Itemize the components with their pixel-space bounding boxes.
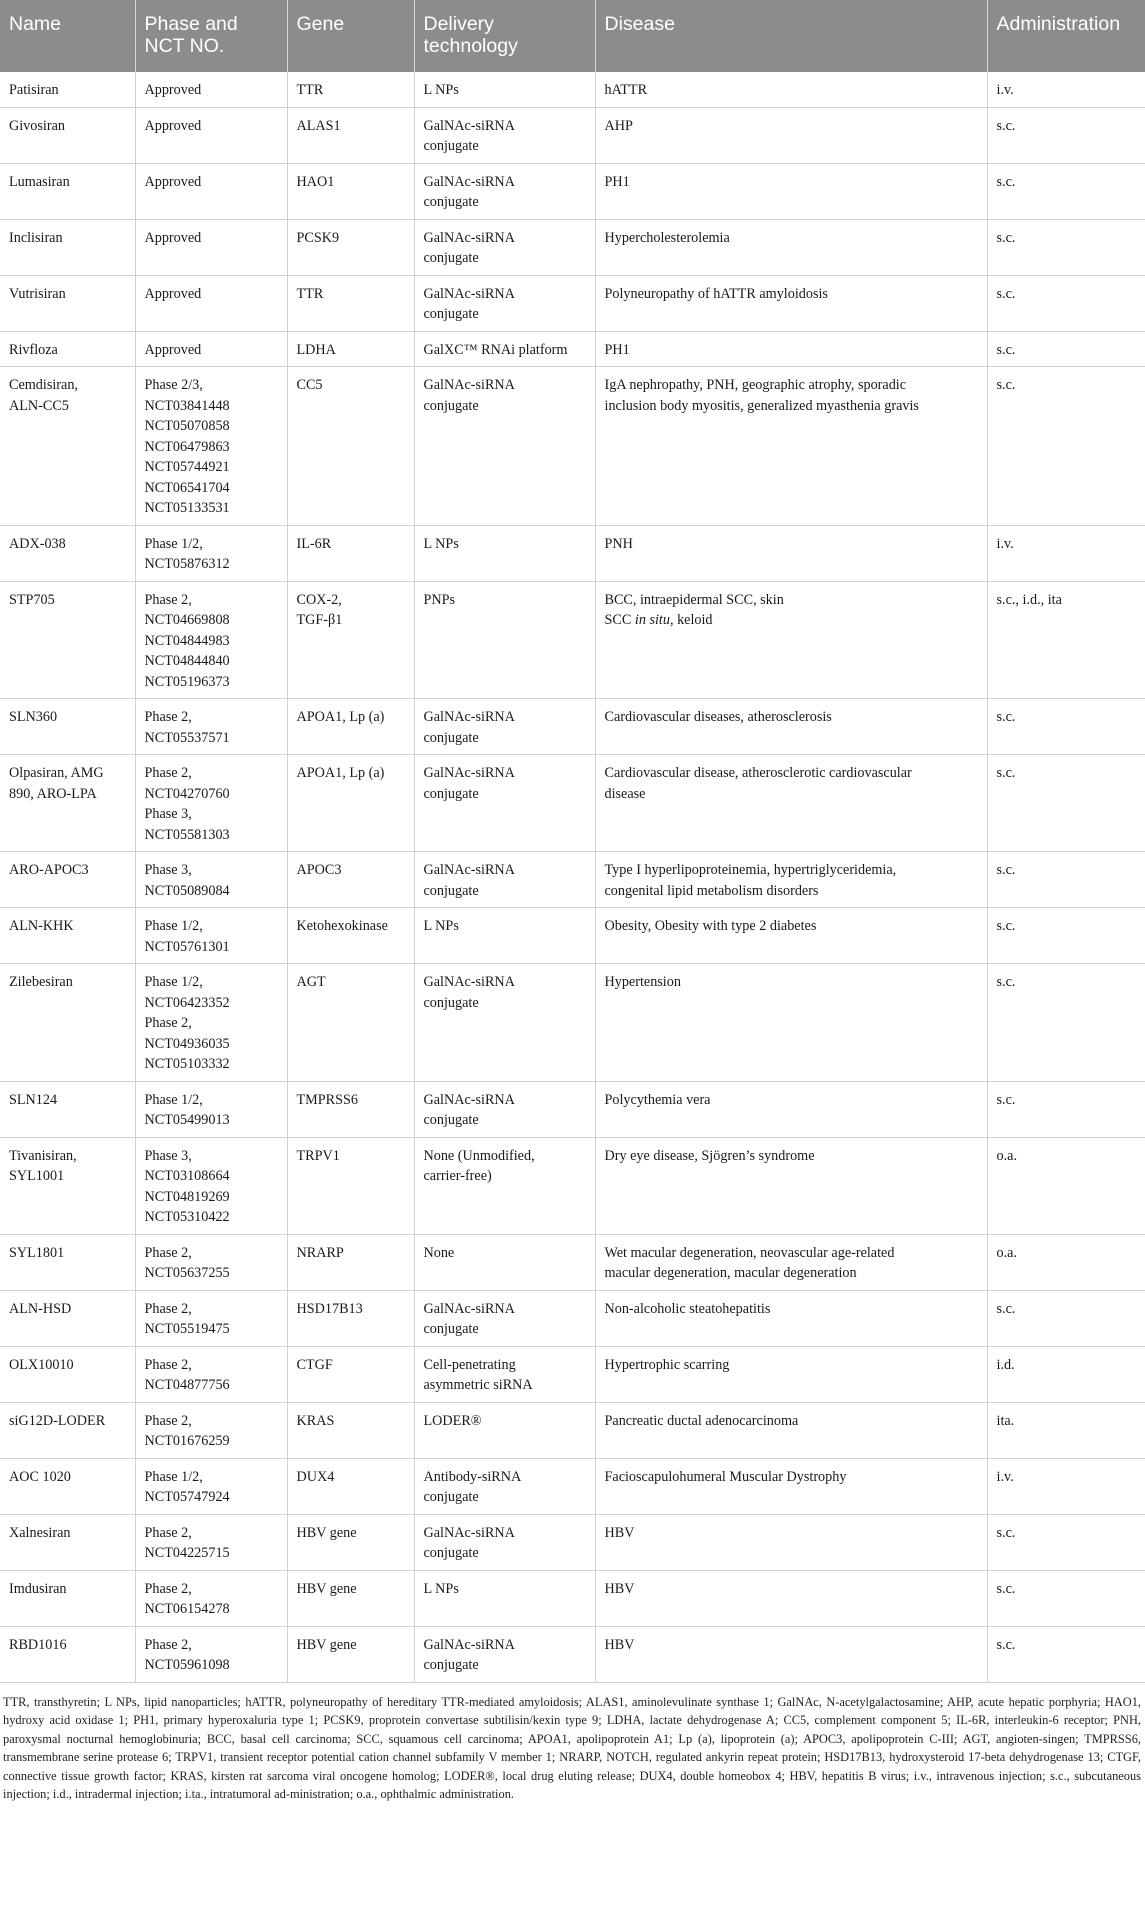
cell-disease: Wet macular degeneration, neovascular age-related macular degeneration, macular degeneration	[595, 1234, 987, 1290]
cell-name: Inclisiran	[0, 219, 135, 275]
cell-gene: ALAS1	[287, 107, 414, 163]
cell-disease: PH1	[595, 331, 987, 367]
cell-disease: IgA nephropathy, PNH, geographic atrophy, sporadic inclusion body myositis, generalized myasthenia gravis	[595, 367, 987, 526]
cell-gene: TRPV1	[287, 1137, 414, 1234]
cell-administration: o.a.	[987, 1137, 1145, 1234]
cell-phase: Phase 2, NCT06154278	[135, 1570, 287, 1626]
cell-delivery: L NPs	[414, 525, 595, 581]
cell-phase: Approved	[135, 275, 287, 331]
cell-delivery: GalNAc-siRNA conjugate	[414, 755, 595, 852]
cell-gene: Ketohexokinase	[287, 908, 414, 964]
cell-phase: Approved	[135, 163, 287, 219]
table-row	[0, 964, 1145, 1082]
cell-delivery: L NPs	[414, 908, 595, 964]
cell-administration: s.c.	[987, 1570, 1145, 1626]
cell-administration: s.c.	[987, 1290, 1145, 1346]
cell-administration: s.c.	[987, 699, 1145, 755]
cell-delivery: GalNAc-siRNA conjugate	[414, 107, 595, 163]
cell-administration: ita.	[987, 1402, 1145, 1458]
cell-name: Givosiran	[0, 107, 135, 163]
cell-name: Zilebesiran	[0, 964, 135, 1082]
cell-phase: Phase 3, NCT05089084	[135, 852, 287, 908]
cell-gene: AGT	[287, 964, 414, 1082]
cell-delivery: GalNAc-siRNA conjugate	[414, 1290, 595, 1346]
table-row	[0, 1290, 1145, 1346]
table-row	[0, 1626, 1145, 1682]
cell-disease: PH1	[595, 163, 987, 219]
header-phase: Phase and NCT NO.	[135, 0, 287, 72]
table-row	[0, 1346, 1145, 1402]
cell-delivery: GalNAc-siRNA conjugate	[414, 964, 595, 1082]
table-row	[0, 1137, 1145, 1234]
cell-delivery: LODER®	[414, 1402, 595, 1458]
table-row	[0, 852, 1145, 908]
table-row	[0, 699, 1145, 755]
cell-phase: Approved	[135, 331, 287, 367]
cell-name: STP705	[0, 581, 135, 699]
cell-delivery: GalXC™ RNAi platform	[414, 331, 595, 367]
cell-administration: s.c.	[987, 367, 1145, 526]
cell-gene: APOC3	[287, 852, 414, 908]
cell-phase: Phase 2, NCT04225715	[135, 1514, 287, 1570]
cell-gene: APOA1, Lp (a)	[287, 699, 414, 755]
header-gene: Gene	[287, 0, 414, 72]
cell-gene: IL-6R	[287, 525, 414, 581]
cell-disease: Cardiovascular disease, atherosclerotic cardiovascular disease	[595, 755, 987, 852]
cell-administration: s.c.	[987, 331, 1145, 367]
cell-gene: HBV gene	[287, 1626, 414, 1682]
cell-phase: Phase 1/2, NCT05876312	[135, 525, 287, 581]
cell-phase: Approved	[135, 219, 287, 275]
cell-phase: Approved	[135, 72, 287, 107]
cell-name: Lumasiran	[0, 163, 135, 219]
cell-gene: CTGF	[287, 1346, 414, 1402]
cell-gene: NRARP	[287, 1234, 414, 1290]
cell-disease: Hypertension	[595, 964, 987, 1082]
cell-delivery: L NPs	[414, 1570, 595, 1626]
cell-name: ALN-HSD	[0, 1290, 135, 1346]
cell-gene: APOA1, Lp (a)	[287, 755, 414, 852]
cell-name: RBD1016	[0, 1626, 135, 1682]
cell-administration: s.c.	[987, 1081, 1145, 1137]
cell-gene: TMPRSS6	[287, 1081, 414, 1137]
cell-disease: hATTR	[595, 72, 987, 107]
cell-name: SYL1801	[0, 1234, 135, 1290]
cell-phase: Phase 3, NCT03108664 NCT04819269 NCT05310422	[135, 1137, 287, 1234]
cell-delivery: GalNAc-siRNA conjugate	[414, 367, 595, 526]
cell-administration: s.c.	[987, 275, 1145, 331]
cell-name: Patisiran	[0, 72, 135, 107]
cell-gene: LDHA	[287, 331, 414, 367]
cell-delivery: L NPs	[414, 72, 595, 107]
cell-gene: TTR	[287, 72, 414, 107]
cell-gene: TTR	[287, 275, 414, 331]
header-row	[0, 0, 1145, 72]
cell-administration: s.c.	[987, 163, 1145, 219]
table-row	[0, 1402, 1145, 1458]
cell-administration: s.c.	[987, 852, 1145, 908]
cell-disease: BCC, intraepidermal SCC, skin SCC in situ, keloid	[595, 581, 987, 699]
cell-name: SLN360	[0, 699, 135, 755]
cell-disease: Polycythemia vera	[595, 1081, 987, 1137]
cell-administration: s.c.	[987, 1626, 1145, 1682]
cell-disease: Cardiovascular diseases, atherosclerosis	[595, 699, 987, 755]
cell-gene: HAO1	[287, 163, 414, 219]
cell-disease: HBV	[595, 1626, 987, 1682]
cell-disease: Facioscapulohumeral Muscular Dystrophy	[595, 1458, 987, 1514]
cell-phase: Phase 2/3, NCT03841448 NCT05070858 NCT06479863 NCT05744921 NCT06541704 NCT05133531	[135, 367, 287, 526]
cell-administration: s.c.	[987, 1514, 1145, 1570]
table-row	[0, 1514, 1145, 1570]
cell-phase: Phase 1/2, NCT05747924	[135, 1458, 287, 1514]
cell-phase: Phase 2, NCT01676259	[135, 1402, 287, 1458]
cell-delivery: None	[414, 1234, 595, 1290]
cell-name: Olpasiran, AMG 890, ARO-LPA	[0, 755, 135, 852]
table-row	[0, 275, 1145, 331]
table-header	[0, 0, 1145, 72]
cell-disease: Hypertrophic scarring	[595, 1346, 987, 1402]
cell-administration: o.a.	[987, 1234, 1145, 1290]
cell-gene: CC5	[287, 367, 414, 526]
cell-administration: s.c.	[987, 219, 1145, 275]
table-row	[0, 755, 1145, 852]
cell-phase: Phase 1/2, NCT06423352 Phase 2, NCT04936035 NCT05103332	[135, 964, 287, 1082]
cell-name: Imdusiran	[0, 1570, 135, 1626]
cell-disease: PNH	[595, 525, 987, 581]
cell-phase: Phase 1/2, NCT05499013	[135, 1081, 287, 1137]
table-row	[0, 1081, 1145, 1137]
cell-administration: s.c.	[987, 755, 1145, 852]
cell-name: ADX-038	[0, 525, 135, 581]
cell-name: AOC 1020	[0, 1458, 135, 1514]
cell-administration: i.d.	[987, 1346, 1145, 1402]
table-row	[0, 525, 1145, 581]
cell-phase: Phase 1/2, NCT05761301	[135, 908, 287, 964]
cell-phase: Phase 2, NCT05637255	[135, 1234, 287, 1290]
table-row	[0, 908, 1145, 964]
cell-delivery: GalNAc-siRNA conjugate	[414, 1626, 595, 1682]
cell-phase: Phase 2, NCT04877756	[135, 1346, 287, 1402]
cell-administration: i.v.	[987, 1458, 1145, 1514]
cell-name: ARO-APOC3	[0, 852, 135, 908]
cell-delivery: GalNAc-siRNA conjugate	[414, 1514, 595, 1570]
table-row	[0, 1234, 1145, 1290]
cell-phase: Approved	[135, 107, 287, 163]
cell-name: SLN124	[0, 1081, 135, 1137]
cell-delivery: PNPs	[414, 581, 595, 699]
cell-gene: COX-2, TGF-β1	[287, 581, 414, 699]
cell-disease: Pancreatic ductal adenocarcinoma	[595, 1402, 987, 1458]
cell-disease: Polyneuropathy of hATTR amyloidosis	[595, 275, 987, 331]
cell-administration: s.c.	[987, 964, 1145, 1082]
cell-administration: s.c.	[987, 107, 1145, 163]
cell-delivery: GalNAc-siRNA conjugate	[414, 163, 595, 219]
header-disease: Disease	[595, 0, 987, 72]
cell-name: Vutrisiran	[0, 275, 135, 331]
cell-disease: HBV	[595, 1570, 987, 1626]
cell-disease: Non-alcoholic steatohepatitis	[595, 1290, 987, 1346]
cell-gene: DUX4	[287, 1458, 414, 1514]
cell-name: siG12D-LODER	[0, 1402, 135, 1458]
cell-disease: HBV	[595, 1514, 987, 1570]
cell-phase: Phase 2, NCT04669808 NCT04844983 NCT04844840 NCT05196373	[135, 581, 287, 699]
cell-administration: i.v.	[987, 525, 1145, 581]
cell-disease: Obesity, Obesity with type 2 diabetes	[595, 908, 987, 964]
header-delivery: Delivery technology	[414, 0, 595, 72]
table-row	[0, 163, 1145, 219]
cell-disease: Type I hyperlipoproteinemia, hypertriglyceridemia, congenital lipid metabolism disorders	[595, 852, 987, 908]
table-footnote: TTR, transthyretin; L NPs, lipid nanoparticles; hATTR, polyneuropathy of hereditary TTR-mediated amyloidosis; ALAS1, aminolevulinate synthase 1; GalNAc, N-acetylgalactosamine; AHP, acute hepatic porphyria; HAO1, hydroxy acid oxidase 1; PH1, primary hyperoxaluria type 1; PCSK9, proprotein convertase subtilisin/kexin type 9; LDHA, lactate dehydrogenase A; CC5, complement component 5; IL-6R, interleukin-6 receptor; PNH, paroxysmal nocturnal hemoglobinuria; BCC, basal cell carcinoma; SCC, squamous cell carcinoma; APOA1, apolipoprotein A1; Lp (a), lipoprotein (a); APOC3, apolipoprotein C-III; AGT, angioten-singen; TMPRSS6, transmembrane serine protease 6; TRPV1, transient receptor potential cation channel subfamily V member 1; NRARP, NOTCH, regulated ankyrin repeat protein; HSD17B13, hydroxysteroid 17-beta dehydrogenase 13; CTGF, connective tissue growth factor; KRAS, kirsten rat sarcoma viral oncogene homolog; LODER®, local drug eluting release; DUX4, double homeobox 4; HBV, hepatitis B virus; i.v., intravenous injection; s.c., subcutaneous injection; i.d., intradermal injection; i.ta., intratumoral ad-ministration; o.a., ophthalmic administration.	[3, 1694, 1141, 1802]
cell-delivery: GalNAc-siRNA conjugate	[414, 1081, 595, 1137]
cell-gene: KRAS	[287, 1402, 414, 1458]
cell-phase: Phase 2, NCT04270760 Phase 3, NCT05581303	[135, 755, 287, 852]
cell-disease: Hypercholesterolemia	[595, 219, 987, 275]
cell-phase: Phase 2, NCT05519475	[135, 1290, 287, 1346]
cell-phase: Phase 2, NCT05537571	[135, 699, 287, 755]
cell-gene: HSD17B13	[287, 1290, 414, 1346]
cell-gene: HBV gene	[287, 1514, 414, 1570]
cell-disease: AHP	[595, 107, 987, 163]
table-row	[0, 219, 1145, 275]
cell-delivery: GalNAc-siRNA conjugate	[414, 852, 595, 908]
cell-administration: i.v.	[987, 72, 1145, 107]
table-body	[0, 72, 1145, 1682]
table-row	[0, 107, 1145, 163]
table-row	[0, 72, 1145, 107]
cell-delivery: None (Unmodified, carrier-free)	[414, 1137, 595, 1234]
cell-name: Rivfloza	[0, 331, 135, 367]
cell-name: ALN-KHK	[0, 908, 135, 964]
cell-delivery: GalNAc-siRNA conjugate	[414, 275, 595, 331]
cell-delivery: GalNAc-siRNA conjugate	[414, 699, 595, 755]
cell-delivery: Antibody-siRNA conjugate	[414, 1458, 595, 1514]
cell-phase: Phase 2, NCT05961098	[135, 1626, 287, 1682]
cell-delivery: GalNAc-siRNA conjugate	[414, 219, 595, 275]
table-row	[0, 331, 1145, 367]
table-row	[0, 367, 1145, 526]
header-name: Name	[0, 0, 135, 72]
cell-name: Tivanisiran, SYL1001	[0, 1137, 135, 1234]
table-row	[0, 581, 1145, 699]
cell-administration: s.c.	[987, 908, 1145, 964]
cell-name: OLX10010	[0, 1346, 135, 1402]
cell-disease: Dry eye disease, Sjögren’s syndrome	[595, 1137, 987, 1234]
header-administration: Administration	[987, 0, 1145, 72]
table-row	[0, 1570, 1145, 1626]
table-row	[0, 1458, 1145, 1514]
cell-delivery: Cell-penetrating asymmetric siRNA	[414, 1346, 595, 1402]
cell-gene: HBV gene	[287, 1570, 414, 1626]
cell-gene: PCSK9	[287, 219, 414, 275]
cell-name: Xalnesiran	[0, 1514, 135, 1570]
cell-administration: s.c., i.d., ita	[987, 581, 1145, 699]
cell-name: Cemdisiran, ALN-CC5	[0, 367, 135, 526]
